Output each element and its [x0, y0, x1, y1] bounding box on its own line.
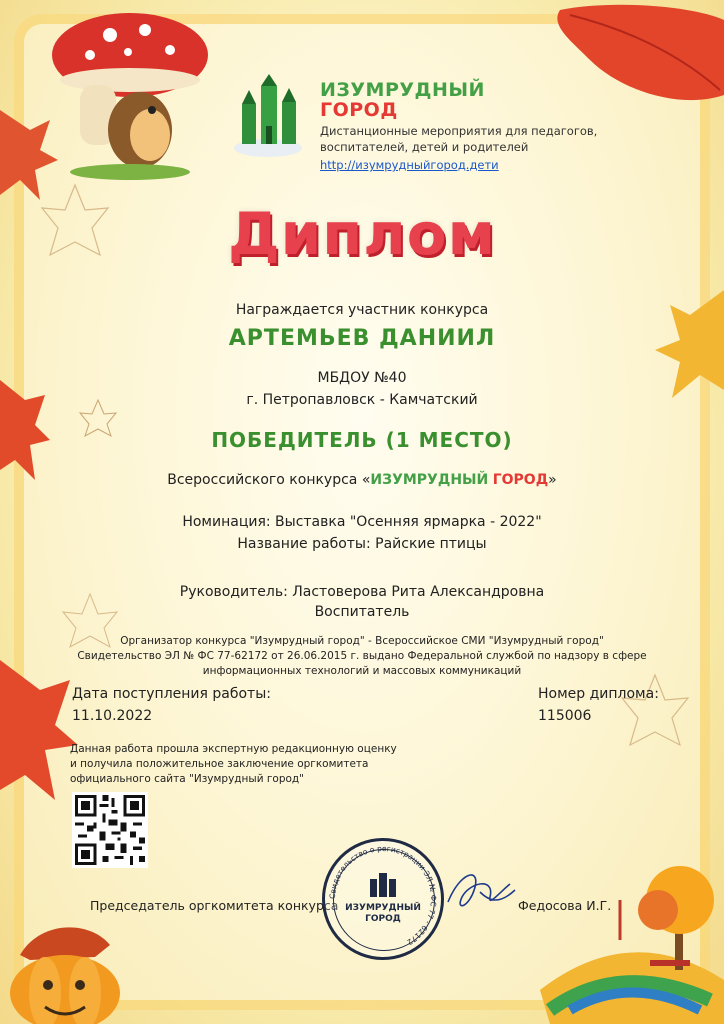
- diploma-number-value: 115006: [538, 708, 592, 724]
- pumpkin-illustration: [0, 915, 130, 1024]
- contest-name-red: ГОРОД: [492, 472, 549, 488]
- organizer-line3: информационных технологий и массовых коммуникаций: [202, 665, 522, 677]
- handwritten-signature: [440, 862, 520, 922]
- organization-text: МБДОУ №40: [317, 370, 407, 386]
- city-text: г. Петропавловск - Камчатский: [246, 392, 478, 408]
- place-text: ПОБЕДИТЕЛЬ (1 МЕСТО): [211, 428, 513, 452]
- review-line3: официального сайта "Изумрудный город": [70, 773, 304, 785]
- supervisor-text: Руководитель: Ластоверова Рита Александровна: [179, 584, 545, 600]
- logo-title-line1: ИЗУМРУДНЫЙ: [320, 79, 485, 101]
- red-leaf-decoration: [540, 0, 724, 110]
- umbrella-autumn-illustration: [540, 860, 724, 1024]
- mushroom-hedgehog-illustration: [20, 0, 210, 185]
- logo-tagline-line2: воспитателей, детей и родителей: [320, 140, 529, 154]
- logo-tagline-line1: Дистанционные мероприятия для педагогов,: [320, 124, 598, 138]
- date-value: 11.10.2022: [72, 708, 153, 724]
- stamp-castle-icon: [367, 869, 399, 899]
- position-text: Воспитатель: [314, 604, 410, 620]
- review-line2: и получила положительное заключение оргкомитета: [70, 758, 369, 770]
- emerald-castle-logo-icon: [232, 74, 304, 158]
- organizer-line2: Свидетельство ЭЛ № ФС 77-62172 от 26.06.2015 г. выдано Федеральной службой по надзору в сфере: [77, 650, 647, 662]
- site-link[interactable]: http://изумрудныйгород.дети: [320, 158, 499, 172]
- contest-suffix: »: [548, 472, 557, 488]
- work-title-text: Название работы: Райские птицы: [237, 536, 487, 552]
- date-label: Дата поступления работы:: [72, 686, 271, 702]
- leaf-outline-decoration: [620, 670, 690, 750]
- page-title: Диплом: [227, 200, 497, 268]
- organizer-line1: Организатор конкурса "Изумрудный город" - Всероссийское СМИ "Изумрудный город": [120, 635, 604, 647]
- diploma-number-label: Номер диплома:: [538, 686, 659, 702]
- logo-title-line2: ГОРОД: [320, 99, 398, 121]
- chair-label: Председатель оргкомитета конкурса: [90, 898, 339, 913]
- stamp-center-line2: ГОРОД: [365, 914, 401, 924]
- contest-name-green: ИЗУМРУДНЫЙ: [370, 472, 489, 488]
- official-stamp: [322, 838, 444, 960]
- qr-code-icon[interactable]: [72, 792, 148, 868]
- contest-prefix: Всероссийского конкурса «: [167, 472, 371, 488]
- stamp-center-line1: ИЗУМРУДНЫЙ: [345, 903, 421, 913]
- contest-line: [0, 472, 724, 488]
- participant-name: АРТЕМЬЕВ ДАНИИЛ: [228, 326, 496, 351]
- stamp-ring-text: Свидетельство о регистрации ЭЛ № ФС 77 - 62172: [327, 843, 439, 947]
- stamp-ring: [325, 841, 441, 957]
- chair-name: Федосова И.Г.: [518, 898, 612, 913]
- nomination-text: Номинация: Выставка "Осенняя ярмарка - 2022": [182, 514, 542, 530]
- review-line1: Данная работа прошла экспертную редакционную оценку: [70, 743, 397, 755]
- awarded-text: Награждается участник конкурса: [235, 302, 489, 318]
